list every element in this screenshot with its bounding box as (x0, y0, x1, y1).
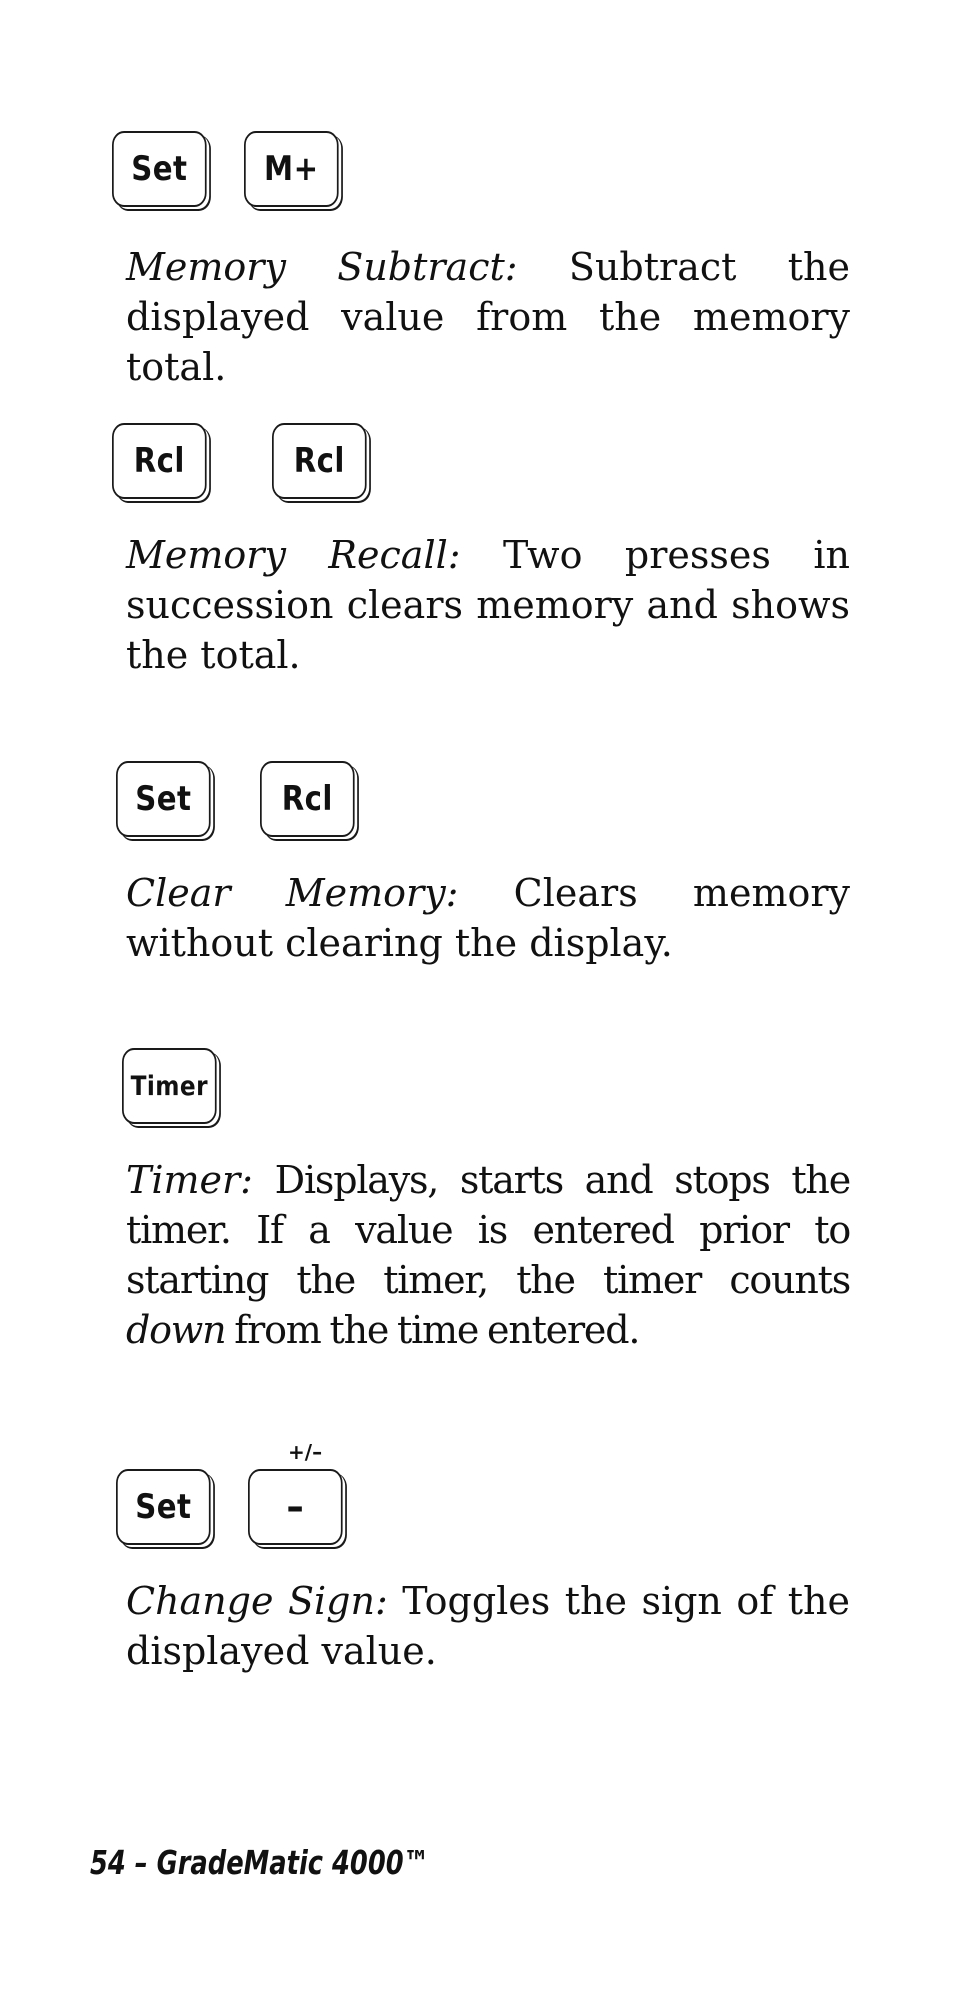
set-key: Set (116, 761, 211, 837)
change-sign-description (126, 1576, 850, 1676)
term-timer: Timer: (126, 1158, 253, 1202)
clear-memory-text: Clears memory without clearing the display. (126, 871, 850, 965)
memory-recall-text: Two presses in succession clears memory and shows the total. (126, 533, 851, 677)
timer-text-first-line: Displays, starts and stops the timer. If a value is entered prior to starting the timer, the timer counts (126, 1158, 850, 1302)
memory-subtract-description (126, 242, 850, 392)
memory-plus-key: M+ (244, 131, 339, 207)
timer-description (126, 1155, 850, 1355)
timer-key: Timer (122, 1048, 217, 1124)
page-footer: 54 – GradeMatic 4000™ (90, 1843, 430, 1882)
term-change-sign: Change Sign: (126, 1579, 388, 1623)
minus-key: – (248, 1469, 343, 1545)
set-key: Set (116, 1469, 211, 1545)
term-memory-subtract: Memory Subtract: (126, 245, 518, 289)
memory-recall-description (126, 530, 850, 680)
clear-memory-description (126, 868, 850, 968)
term-clear-memory: Clear Memory: (126, 871, 459, 915)
set-key: Set (112, 131, 207, 207)
timer-text-emphasis: down (126, 1308, 226, 1352)
change-sign-text: Toggles the sign of the displayed value. (126, 1579, 850, 1673)
timer-text-end: from the time entered. (225, 1308, 640, 1352)
change-sign-key-label: +/– (288, 1440, 323, 1464)
recall-key: Rcl (260, 761, 355, 837)
recall-key-second: Rcl (272, 423, 367, 499)
memory-subtract-text: Subtract the displayed value from the memory total. (126, 245, 850, 389)
recall-key: Rcl (112, 423, 207, 499)
term-memory-recall: Memory Recall: (126, 533, 461, 577)
